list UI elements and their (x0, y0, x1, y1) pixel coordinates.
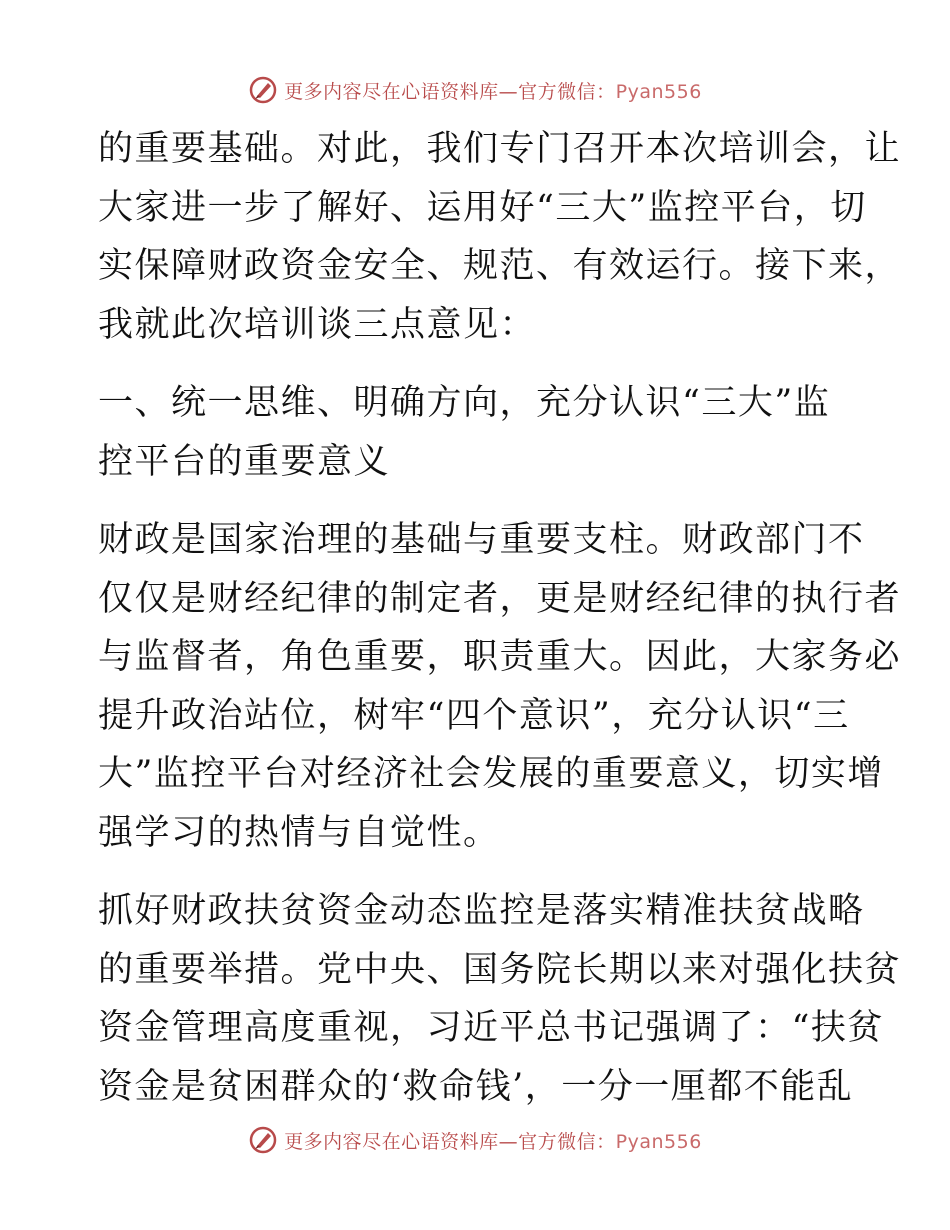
header-banner (0, 70, 950, 110)
paragraph (98, 120, 902, 354)
text-line: 提升政治站位，树牢“四个意识”，充分认识“三 (98, 695, 850, 736)
text-line: 大家进一步了解好、运用好“三大”监控平台，切 (98, 187, 867, 228)
text-line: 资金管理高度重视，习近平总书记强调了：“扶贫 (98, 1008, 884, 1048)
banner-text (284, 1127, 702, 1154)
banner-label: 更多内容尽在心语资料库—官方微信： (284, 80, 616, 103)
text-line: 抓好财政扶贫资金动态监控是落实精准扶贫战略 (98, 891, 865, 931)
document-body (98, 120, 902, 1116)
text-line: 一、统一思维、明确方向，充分认识“三大”监 (98, 383, 831, 423)
text-line: 财政是国家治理的基础与重要支柱。财政部门不 (98, 520, 865, 560)
pen-seal-icon (248, 75, 278, 105)
text-line: 控平台的重要意义 (98, 441, 391, 482)
wechat-id: Pyan556 (615, 1130, 702, 1153)
text-line: 的重要基础。对此，我们专门召开本次培训会，让 (98, 129, 902, 169)
banner-text (284, 77, 702, 104)
paragraph (98, 882, 902, 1116)
text-line: 大”监控平台对经济社会发展的重要意义，切实增 (98, 754, 884, 794)
text-line: 实保障财政资金安全、规范、有效运行。接下来， (98, 246, 902, 286)
text-line: 仅仅是财经纪律的制定者，更是财经纪律的执行者 (98, 578, 902, 619)
text-line: 资金是贫困群众的‘救命钱’，一分一厘都不能乱 (98, 1066, 854, 1107)
section-heading (98, 374, 858, 491)
banner-label: 更多内容尽在心语资料库—官方微信： (284, 1130, 616, 1153)
footer-banner (0, 1120, 950, 1160)
wechat-id: Pyan556 (615, 80, 702, 103)
text-line: 与监督者，角色重要，职责重大。因此，大家务必 (98, 637, 902, 677)
text-line: 的重要举措。党中央、国务院长期以来对强化扶贫 (98, 949, 902, 990)
text-line: 我就此次培训谈三点意见： (98, 304, 537, 345)
text-line: 强学习的热情与自觉性。 (98, 812, 500, 853)
pen-seal-icon (248, 1125, 278, 1155)
paragraph (98, 511, 902, 862)
